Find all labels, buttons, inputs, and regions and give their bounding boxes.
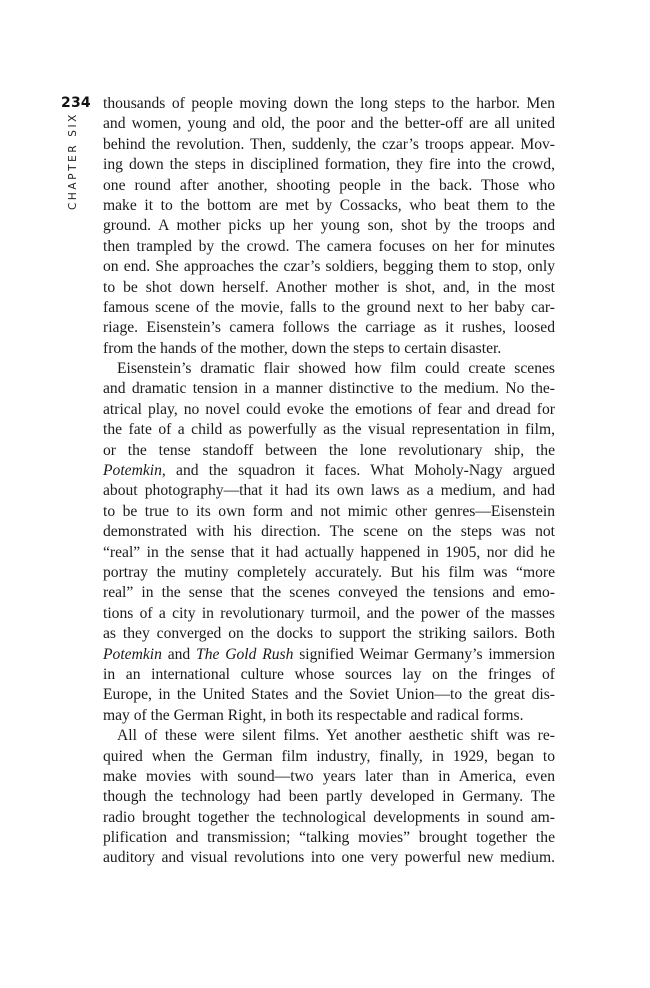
text-segment: auditory and visual revolutions into one very powerful new medium. (103, 849, 555, 867)
body-text (103, 94, 555, 869)
text-segment: make movies with sound—two years later than in America, even (103, 767, 555, 785)
text-segment: radio brought together the technological developments in sound am- (103, 808, 555, 826)
text-line (103, 808, 555, 828)
text-segment: ing down the steps in disciplined formation, they fire into the crowd, (103, 156, 555, 174)
text-line (103, 339, 555, 359)
text-segment: on end. She approaches the czar’s soldiers, begging them to stop, only (103, 258, 555, 276)
italic-title: Potemkin (103, 462, 162, 480)
text-line (103, 604, 555, 624)
text-line (103, 767, 555, 787)
text-segment: in an international culture whose sources lay on the fringes of (103, 665, 555, 683)
text-line (103, 828, 555, 848)
text-line (103, 278, 555, 298)
text-line (103, 257, 555, 277)
text-line (103, 216, 555, 236)
text-line (103, 685, 555, 705)
text-segment: one round after another, shooting people in the back. Those who (103, 176, 555, 194)
text-line (103, 420, 555, 440)
text-segment: the fate of a child as powerfully as the visual representation in film, (103, 421, 555, 439)
text-line (103, 502, 555, 522)
text-line (103, 155, 555, 175)
text-segment: , and the squadron it faces. What Moholy-Nagy argued (161, 462, 555, 480)
text-line (103, 379, 555, 399)
text-segment: All of these were silent films. Yet another aesthetic shift was re- (117, 727, 555, 745)
text-segment: to be true to its own form and not mimic other genres—Eisenstein (103, 502, 555, 520)
running-head: CHAPTER SIX (67, 112, 79, 210)
text-line (103, 583, 555, 603)
text-line (103, 522, 555, 542)
text-line (103, 359, 555, 379)
text-line (103, 624, 555, 644)
text-line (103, 665, 555, 685)
text-segment: and (161, 645, 197, 663)
text-line (103, 726, 555, 746)
text-line (103, 114, 555, 134)
italic-title: Potemkin (103, 645, 162, 663)
text-segment: though the technology had been partly developed in Germany. The (103, 788, 555, 806)
text-line (103, 298, 555, 318)
text-segment: thousands of people moving down the long steps to the harbor. Men (103, 95, 555, 112)
text-segment: about photography—that it had its own laws as a medium, and had (103, 482, 555, 500)
text-segment: and dramatic tension in a manner distinctive to the medium. No the- (103, 380, 555, 398)
text-line (103, 706, 555, 726)
text-segment: behind the revolution. Then, suddenly, the czar’s troops appear. Mov- (103, 135, 555, 153)
text-segment: or the tense standoff between the lone revolutionary ship, the (103, 441, 555, 459)
text-segment: “real” in the sense that it had actually happened in 1905, nor did he (103, 543, 555, 561)
text-segment: to be shot down herself. Another mother is shot, and, in the most (103, 278, 555, 296)
page-number: 234 (61, 95, 91, 111)
text-line (103, 441, 555, 461)
text-line (103, 176, 555, 196)
text-segment: Europe, in the United States and the Soviet Union—to the great dis- (103, 686, 555, 704)
text-segment: famous scene of the movie, falls to the ground next to her baby car- (103, 298, 555, 316)
text-segment: quired when the German film industry, finally, in 1929, began to (103, 747, 555, 765)
text-line (103, 645, 555, 665)
text-segment: from the hands of the mother, down the steps to certain disaster. (103, 339, 502, 357)
text-segment: real” in the sense that the scenes conveyed the tensions and emo- (103, 584, 555, 602)
italic-title: The Gold Rush (196, 645, 294, 663)
text-segment: then trampled by the crowd. The camera focuses on her for minutes (103, 237, 555, 255)
text-line (103, 400, 555, 420)
text-line (103, 237, 555, 257)
text-line (103, 787, 555, 807)
text-segment: riage. Eisenstein’s camera follows the carriage as it rushes, loosed (103, 319, 555, 337)
text-segment: plification and transmission; “talking movies” brought together the (103, 829, 555, 847)
text-segment: tions of a city in revolutionary turmoil, and the power of the masses (103, 604, 555, 622)
text-segment: may of the German Right, in both its respectable and radical forms. (103, 706, 524, 724)
text-line (103, 196, 555, 216)
text-segment: demonstrated with his direction. The scene on the steps was not (103, 523, 555, 541)
text-line (103, 461, 555, 481)
text-line (103, 135, 555, 155)
text-segment: make it to the bottom are met by Cossacks, who beat them to the (103, 196, 555, 214)
text-segment: Eisenstein’s dramatic flair showed how film could create scenes (117, 360, 555, 378)
text-line (103, 94, 555, 114)
text-segment: as they converged on the docks to support the striking sailors. Both (103, 625, 555, 643)
text-segment: portray the mutiny completely accurately. But his film was “more (103, 563, 555, 581)
text-line (103, 543, 555, 563)
text-line (103, 481, 555, 501)
text-segment: and women, young and old, the poor and the better-off are all united (103, 115, 555, 133)
text-line (103, 848, 555, 868)
text-line (103, 747, 555, 767)
text-segment: ground. A mother picks up her young son, shot by the troops and (103, 217, 555, 235)
text-line (103, 563, 555, 583)
text-line (103, 318, 555, 338)
text-segment: atrical play, no novel could evoke the emotions of fear and dread for (103, 400, 555, 418)
text-segment: signified Weimar Germany’s immersion (293, 645, 556, 663)
